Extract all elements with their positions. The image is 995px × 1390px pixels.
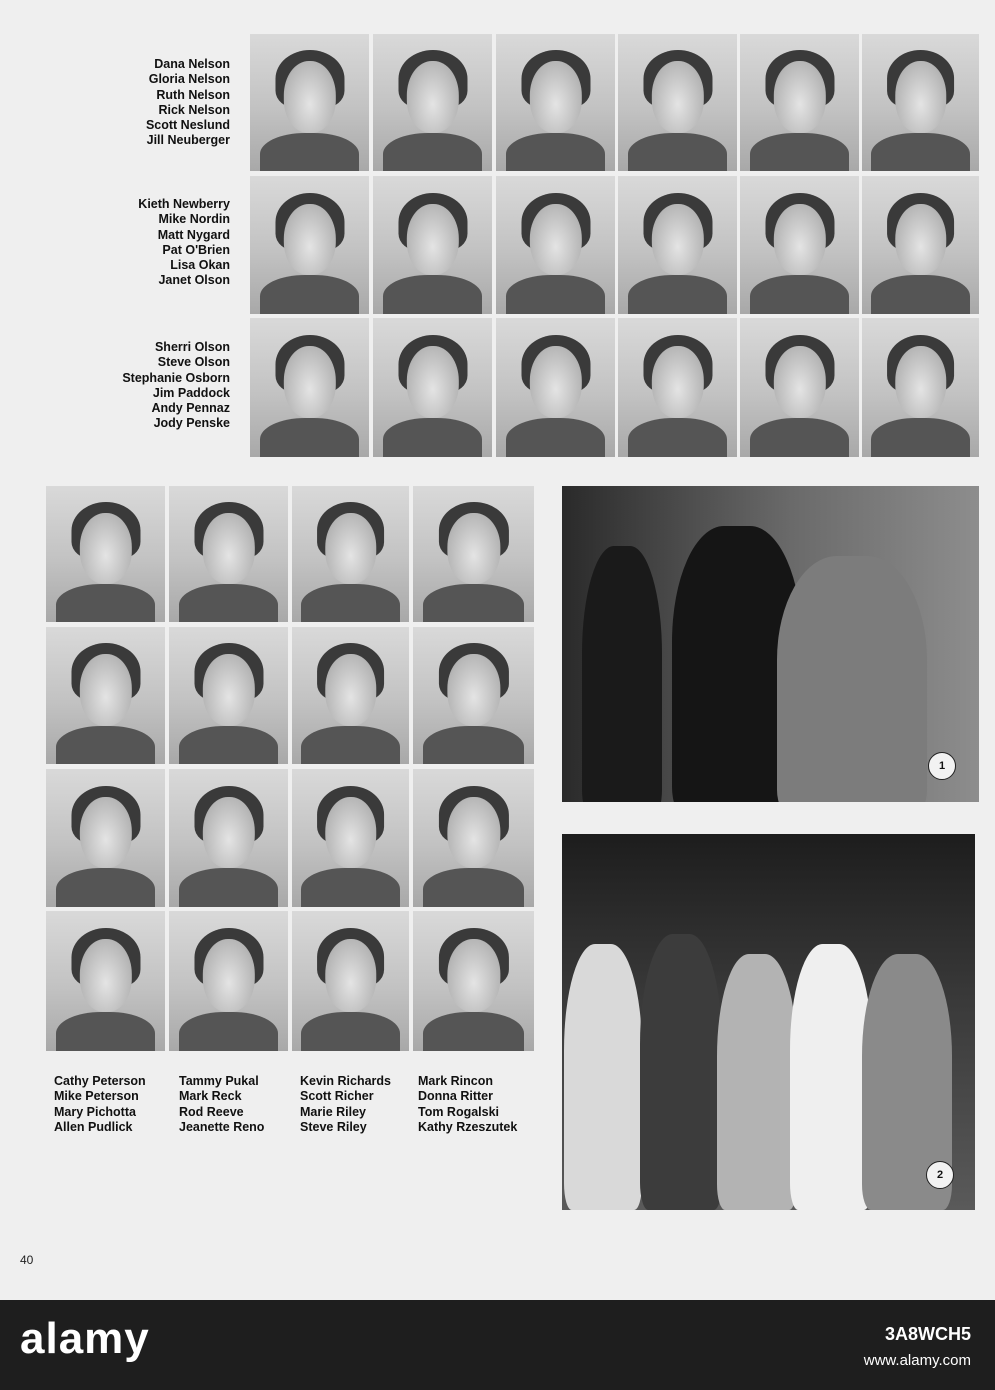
student-name: Steve Riley bbox=[300, 1119, 367, 1134]
person-figure bbox=[640, 934, 722, 1210]
event-photo-2 bbox=[562, 834, 975, 1210]
student-name: Steve Olson bbox=[157, 355, 230, 370]
watermark-footer bbox=[0, 1300, 995, 1390]
student-name: Pat O'Brien bbox=[162, 242, 230, 257]
name-list-row-1 bbox=[100, 57, 230, 149]
portrait-photo bbox=[169, 486, 288, 622]
portrait-photo bbox=[862, 34, 979, 171]
person-figure bbox=[790, 944, 872, 1210]
portrait-photo bbox=[862, 176, 979, 314]
portrait-photo bbox=[496, 176, 615, 314]
person-figure bbox=[564, 944, 642, 1210]
student-name: Allen Pudlick bbox=[54, 1119, 133, 1134]
student-name: Gloria Nelson bbox=[148, 72, 230, 87]
portrait-photo bbox=[618, 176, 737, 314]
person-figure bbox=[777, 556, 927, 802]
portrait-photo bbox=[413, 911, 534, 1051]
student-name: Mike Nordin bbox=[158, 212, 230, 227]
name-list-row-2 bbox=[100, 197, 230, 289]
portrait-photo bbox=[862, 318, 979, 457]
student-name: Sherri Olson bbox=[154, 340, 230, 354]
person-figure bbox=[717, 954, 797, 1210]
portrait-photo bbox=[292, 627, 409, 764]
student-name: Jody Penske bbox=[153, 416, 230, 431]
student-name: Rick Nelson bbox=[158, 102, 230, 117]
name-list-row-3 bbox=[100, 340, 230, 432]
student-name: Jill Neuberger bbox=[146, 133, 230, 148]
portrait-photo bbox=[740, 176, 859, 314]
student-name: Dana Nelson bbox=[154, 57, 230, 71]
portrait-photo bbox=[413, 627, 534, 764]
portrait-photo bbox=[373, 34, 492, 171]
portrait-photo bbox=[292, 769, 409, 907]
portrait-photo bbox=[46, 911, 165, 1051]
student-name: Scott Richer bbox=[300, 1089, 374, 1104]
student-name: Mark Reck bbox=[179, 1089, 242, 1104]
portrait-photo bbox=[496, 318, 615, 457]
portrait-photo bbox=[740, 34, 859, 171]
watermark-url: www.alamy.com bbox=[863, 1352, 971, 1369]
name-column-2 bbox=[179, 1074, 264, 1135]
portrait-photo bbox=[169, 769, 288, 907]
student-name: Stephanie Osborn bbox=[122, 370, 230, 385]
name-column-3 bbox=[300, 1074, 391, 1135]
portrait-photo bbox=[373, 318, 492, 457]
student-name: Ruth Nelson bbox=[156, 87, 230, 102]
student-name: Matt Nygard bbox=[157, 227, 230, 242]
portrait-photo bbox=[496, 34, 615, 171]
watermark-logo: alamy bbox=[20, 1314, 150, 1363]
portrait-photo bbox=[46, 486, 165, 622]
portrait-photo bbox=[618, 34, 737, 171]
portrait-photo bbox=[413, 486, 534, 622]
event-photo-1 bbox=[562, 486, 979, 802]
student-name: Jeanette Reno bbox=[179, 1119, 265, 1134]
student-name: Mary Pichotta bbox=[54, 1104, 136, 1119]
student-name: Kieth Newberry bbox=[138, 197, 230, 211]
photo-number-badge: 2 bbox=[926, 1161, 954, 1189]
portrait-photo bbox=[740, 318, 859, 457]
student-name: Jim Paddock bbox=[152, 385, 230, 400]
student-name: Marie Riley bbox=[300, 1104, 367, 1119]
person-figure bbox=[582, 546, 662, 802]
portrait-photo bbox=[169, 911, 288, 1051]
student-name: Janet Olson bbox=[158, 273, 230, 288]
student-name: Andy Pennaz bbox=[151, 401, 230, 416]
student-name: Cathy Peterson bbox=[54, 1074, 146, 1088]
portrait-photo bbox=[250, 176, 369, 314]
portrait-photo bbox=[250, 34, 369, 171]
portrait-photo bbox=[292, 911, 409, 1051]
student-name: Rod Reeve bbox=[179, 1104, 244, 1119]
student-name: Tom Rogalski bbox=[418, 1104, 500, 1119]
portrait-photo bbox=[373, 176, 492, 314]
portrait-photo bbox=[250, 318, 369, 457]
name-column-4 bbox=[418, 1074, 517, 1135]
portrait-photo bbox=[618, 318, 737, 457]
portrait-photo bbox=[413, 769, 534, 907]
student-name: Tammy Pukal bbox=[179, 1074, 259, 1088]
portrait-photo bbox=[46, 769, 165, 907]
name-column-1 bbox=[54, 1074, 146, 1135]
student-name: Mike Peterson bbox=[54, 1089, 139, 1104]
portrait-photo bbox=[169, 627, 288, 764]
photo-number-badge: 1 bbox=[928, 752, 956, 780]
page-number: 40 bbox=[20, 1253, 34, 1267]
image-code: 3A8WCH5 bbox=[884, 1324, 971, 1344]
student-name: Scott Neslund bbox=[145, 118, 230, 133]
student-name: Mark Rincon bbox=[418, 1074, 494, 1088]
student-name: Donna Ritter bbox=[418, 1089, 493, 1104]
student-name: Kathy Rzeszutek bbox=[418, 1119, 518, 1134]
student-name: Lisa Okan bbox=[170, 258, 230, 273]
student-name: Kevin Richards bbox=[300, 1074, 392, 1088]
portrait-photo bbox=[292, 486, 409, 622]
portrait-photo bbox=[46, 627, 165, 764]
